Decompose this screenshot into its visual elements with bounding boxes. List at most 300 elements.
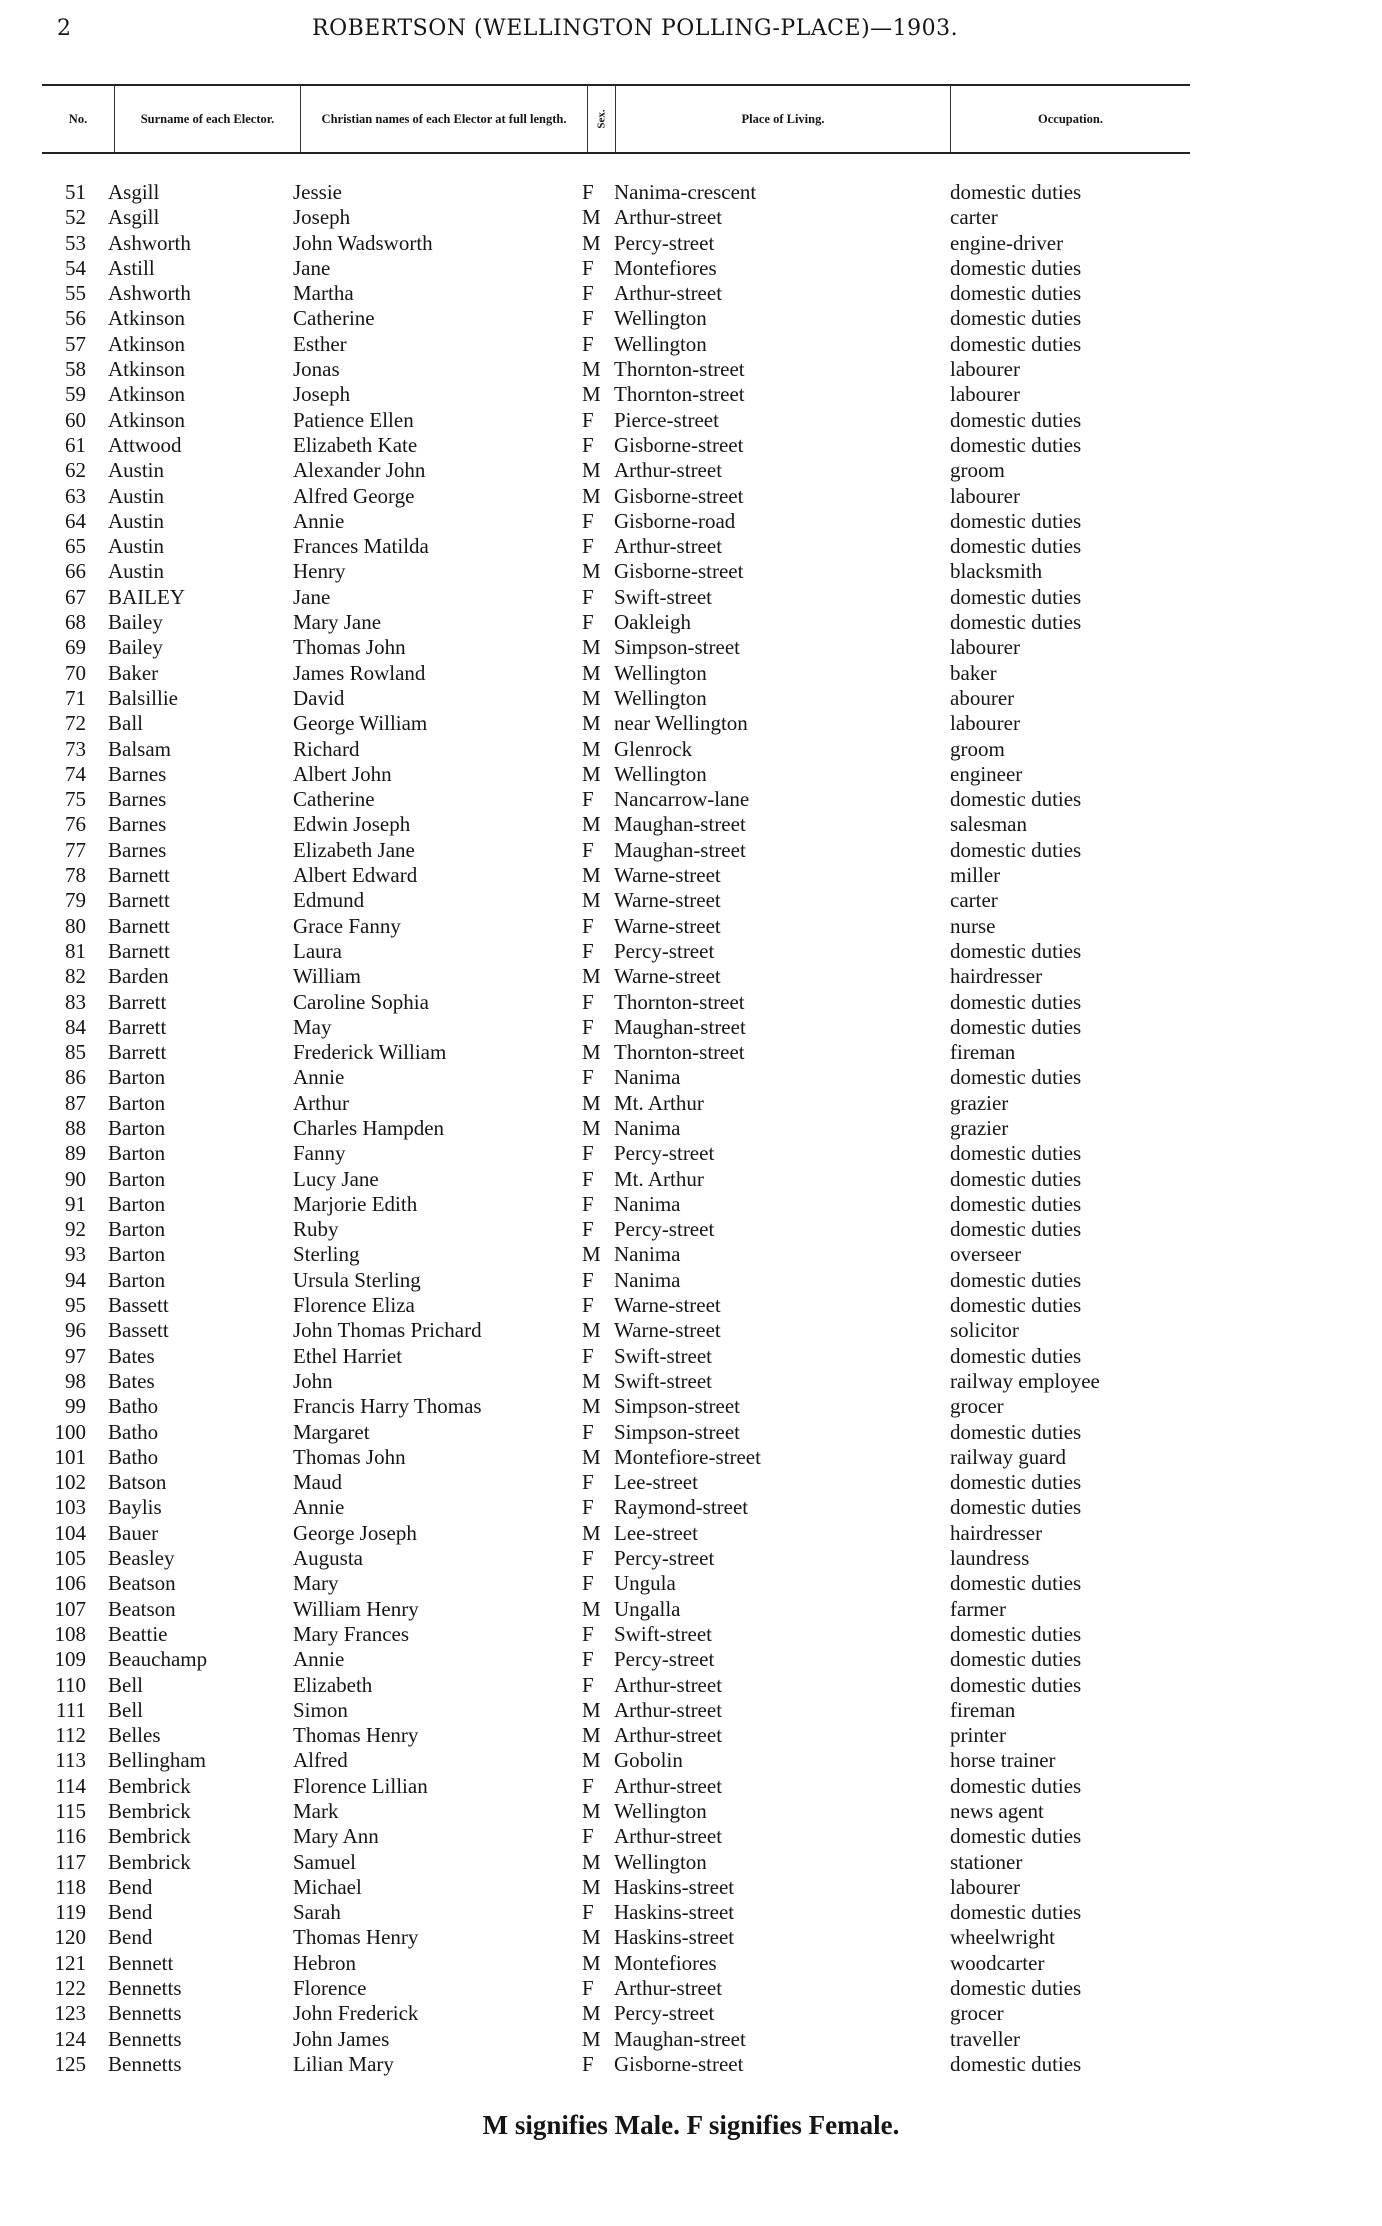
- elector-occupation: domestic duties: [950, 2051, 1082, 2076]
- elector-place: Haskins-street: [614, 1874, 735, 1899]
- elector-occupation: labourer: [950, 1874, 1020, 1899]
- elector-place: Nanima: [614, 1242, 681, 1267]
- elector-row: [0, 1900, 1382, 1925]
- elector-row: [0, 205, 1382, 230]
- elector-surname: Baker: [108, 660, 159, 685]
- elector-sex: M: [582, 635, 601, 660]
- elector-christian-names: Florence Eliza: [293, 1293, 415, 1318]
- elector-occupation: hairdresser: [950, 964, 1043, 989]
- elector-surname: Barrett: [108, 1014, 167, 1039]
- elector-place: Arthur-street: [614, 205, 723, 230]
- elector-row: [0, 1951, 1382, 1976]
- elector-row: [0, 1774, 1382, 1799]
- elector-row: [0, 1673, 1382, 1698]
- elector-christian-names: Annie: [293, 1495, 345, 1520]
- elector-sex: F: [582, 331, 594, 356]
- elector-christian-names: Catherine: [293, 787, 375, 812]
- elector-surname: Bennetts: [108, 1976, 182, 2001]
- elector-row: [0, 534, 1382, 559]
- elector-occupation: news agent: [950, 1799, 1044, 1823]
- elector-place: Percy-street: [614, 1141, 715, 1166]
- elector-christian-names: Alfred George: [293, 483, 415, 508]
- elector-occupation: abourer: [950, 685, 1015, 710]
- elector-surname: Bembrick: [108, 1799, 191, 1823]
- elector-sex: F: [582, 913, 594, 938]
- elector-sex: F: [582, 1976, 594, 2001]
- elector-number: 80: [65, 913, 86, 938]
- elector-place: Swift-street: [614, 1368, 712, 1393]
- elector-occupation: fireman: [950, 1040, 1016, 1065]
- elector-surname: Beatson: [108, 1571, 176, 1596]
- elector-christian-names: Annie: [293, 508, 345, 533]
- elector-christian-names: Ursula Sterling: [293, 1267, 421, 1292]
- elector-christian-names: Grace Fanny: [293, 913, 401, 938]
- elector-row: [0, 787, 1382, 812]
- column-header-christian-names: Christian names of each Elector at full length.: [300, 86, 587, 152]
- elector-surname: Barnes: [108, 761, 167, 786]
- elector-row: [0, 1824, 1382, 1849]
- elector-place: Warne-street: [614, 863, 721, 888]
- elector-sex: M: [582, 711, 601, 736]
- column-header-place: Place of Living.: [615, 86, 950, 152]
- elector-occupation: grazier: [950, 1115, 1009, 1140]
- elector-surname: Batho: [108, 1394, 159, 1419]
- elector-christian-names: Thomas John: [293, 635, 406, 660]
- elector-occupation: domestic duties: [950, 1824, 1082, 1849]
- elector-sex: M: [582, 1950, 601, 1975]
- elector-occupation: traveller: [950, 2026, 1020, 2051]
- elector-surname: Bennetts: [108, 2051, 182, 2076]
- elector-number: 61: [65, 432, 86, 457]
- elector-occupation: domestic duties: [950, 610, 1082, 635]
- elector-surname: Baylis: [108, 1495, 162, 1520]
- elector-christian-names: Thomas John: [293, 1444, 406, 1469]
- elector-place: Ungula: [614, 1571, 676, 1596]
- elector-number: 121: [54, 1950, 86, 1975]
- elector-surname: Bend: [108, 1874, 153, 1899]
- elector-row: [0, 484, 1382, 509]
- elector-occupation: laundress: [950, 1546, 1030, 1571]
- elector-occupation: domestic duties: [950, 1343, 1082, 1368]
- elector-place: Simpson-street: [614, 635, 740, 660]
- elector-row: [0, 231, 1382, 256]
- elector-surname: Ball: [108, 711, 143, 736]
- elector-surname: Beasley: [108, 1546, 175, 1571]
- elector-christian-names: Mark: [293, 1799, 339, 1823]
- elector-place: Wellington: [614, 761, 707, 786]
- elector-sex: F: [582, 432, 594, 457]
- elector-row: [0, 1293, 1382, 1318]
- elector-number: 117: [55, 1849, 86, 1874]
- elector-row: [0, 559, 1382, 584]
- elector-place: Percy-street: [614, 1217, 715, 1242]
- elector-sex: F: [582, 1773, 594, 1798]
- elector-surname: Barnett: [108, 938, 170, 963]
- elector-place: Wellington: [614, 1799, 707, 1823]
- elector-number: 59: [65, 382, 86, 407]
- elector-occupation: domestic duties: [950, 989, 1082, 1014]
- elector-christian-names: Jane: [293, 255, 331, 280]
- elector-christian-names: John James: [293, 2026, 390, 2051]
- elector-row: [0, 2027, 1382, 2052]
- elector-occupation: railway guard: [950, 1444, 1067, 1469]
- elector-surname: Barden: [108, 964, 169, 989]
- elector-sex: F: [582, 1267, 594, 1292]
- elector-christian-names: Laura: [293, 938, 342, 963]
- elector-number: 54: [65, 255, 86, 280]
- elector-place: Gisborne-street: [614, 483, 744, 508]
- elector-number: 101: [54, 1444, 86, 1469]
- elector-sex: F: [582, 1166, 594, 1191]
- elector-occupation: domestic duties: [950, 306, 1082, 331]
- elector-surname: Barton: [108, 1267, 166, 1292]
- elector-number: 86: [65, 1065, 86, 1090]
- elector-surname: Bailey: [108, 610, 163, 635]
- elector-occupation: domestic duties: [950, 837, 1082, 862]
- elector-surname: Bates: [108, 1368, 155, 1393]
- elector-number: 83: [65, 989, 86, 1014]
- elector-christian-names: Thomas Henry: [293, 1925, 419, 1950]
- elector-christian-names: Henry: [293, 559, 346, 584]
- elector-surname: Beauchamp: [108, 1647, 208, 1672]
- elector-christian-names: Simon: [293, 1697, 348, 1722]
- elector-sex: F: [582, 1470, 594, 1495]
- elector-christian-names: James Rowland: [293, 660, 426, 685]
- elector-sex: M: [582, 1596, 601, 1621]
- elector-place: Wellington: [614, 685, 707, 710]
- elector-christian-names: Catherine: [293, 306, 375, 331]
- elector-sex: M: [582, 1242, 601, 1267]
- elector-number: 103: [54, 1495, 86, 1520]
- elector-christian-names: John: [293, 1368, 333, 1393]
- elector-occupation: salesman: [950, 812, 1027, 837]
- elector-sex: F: [582, 989, 594, 1014]
- page-title: ROBERTSON (WELLINGTON POLLING-PLACE)—1903.: [312, 16, 959, 41]
- elector-sex: F: [582, 1141, 594, 1166]
- elector-occupation: domestic duties: [950, 1141, 1082, 1166]
- elector-number: 57: [65, 331, 86, 356]
- elector-surname: Belles: [108, 1723, 161, 1748]
- elector-row: [0, 1141, 1382, 1166]
- elector-christian-names: Elizabeth Jane: [293, 837, 415, 862]
- elector-surname: Barnes: [108, 812, 167, 837]
- elector-sex: F: [582, 1495, 594, 1520]
- elector-sex: M: [582, 685, 601, 710]
- elector-occupation: domestic duties: [950, 1647, 1082, 1672]
- elector-place: Gisborne-street: [614, 432, 744, 457]
- elector-row: [0, 1116, 1382, 1141]
- elector-place: Nanima-crescent: [614, 180, 757, 204]
- elector-surname: Batson: [108, 1470, 167, 1495]
- elector-row: [0, 1394, 1382, 1419]
- elector-row: [0, 1799, 1382, 1824]
- elector-row: [0, 458, 1382, 483]
- elector-number: 113: [55, 1748, 86, 1773]
- elector-christian-names: Florence Lillian: [293, 1773, 428, 1798]
- elector-row: [0, 1217, 1382, 1242]
- elector-occupation: hairdresser: [950, 1520, 1043, 1545]
- elector-row: [0, 812, 1382, 837]
- elector-row: [0, 964, 1382, 989]
- elector-christian-names: David: [293, 685, 345, 710]
- elector-number: 108: [54, 1621, 86, 1646]
- elector-number: 56: [65, 306, 86, 331]
- elector-row: [0, 1318, 1382, 1343]
- elector-occupation: wheelwright: [950, 1925, 1055, 1950]
- elector-number: 65: [65, 534, 86, 559]
- elector-place: Lee-street: [614, 1520, 698, 1545]
- column-header-sex: [587, 86, 615, 152]
- elector-row: [0, 610, 1382, 635]
- elector-occupation: engineer: [950, 761, 1023, 786]
- elector-number: 125: [54, 2051, 86, 2076]
- elector-sex: F: [582, 1293, 594, 1318]
- elector-occupation: domestic duties: [950, 281, 1082, 306]
- elector-surname: Bell: [108, 1697, 143, 1722]
- elector-row: [0, 2052, 1382, 2077]
- elector-number: 87: [65, 1090, 86, 1115]
- elector-occupation: domestic duties: [950, 255, 1082, 280]
- elector-surname: Batho: [108, 1444, 159, 1469]
- elector-surname: Batho: [108, 1419, 159, 1444]
- elector-number: 95: [65, 1293, 86, 1318]
- elector-surname: Bennett: [108, 1950, 174, 1975]
- elector-christian-names: Alexander John: [293, 458, 426, 483]
- elector-surname: Bend: [108, 1900, 153, 1925]
- elector-christian-names: John Frederick: [293, 2001, 419, 2026]
- elector-sex: M: [582, 761, 601, 786]
- elector-christian-names: Frederick William: [293, 1040, 447, 1065]
- elector-sex: F: [582, 1217, 594, 1242]
- elector-place: Mt. Arthur: [614, 1166, 704, 1191]
- elector-place: Arthur-street: [614, 1697, 723, 1722]
- elector-christian-names: Edwin Joseph: [293, 812, 411, 837]
- elector-row: [0, 1091, 1382, 1116]
- elector-place: Thornton-street: [614, 989, 745, 1014]
- elector-number: 110: [55, 1672, 86, 1697]
- elector-number: 79: [65, 888, 86, 913]
- elector-occupation: domestic duties: [950, 180, 1082, 204]
- elector-surname: Asgill: [108, 180, 160, 204]
- elector-sex: F: [582, 281, 594, 306]
- elector-christian-names: Frances Matilda: [293, 534, 429, 559]
- elector-sex: F: [582, 1672, 594, 1697]
- elector-christian-names: Albert John: [293, 761, 392, 786]
- elector-surname: Beatson: [108, 1596, 176, 1621]
- elector-occupation: labourer: [950, 635, 1020, 660]
- elector-row: [0, 914, 1382, 939]
- elector-surname: Austin: [108, 508, 165, 533]
- elector-sex: F: [582, 1343, 594, 1368]
- elector-occupation: domestic duties: [950, 1166, 1082, 1191]
- elector-surname: Atkinson: [108, 331, 186, 356]
- elector-surname: Bembrick: [108, 1824, 191, 1849]
- elector-number: 91: [65, 1191, 86, 1216]
- elector-place: Arthur-street: [614, 281, 723, 306]
- elector-sex: F: [582, 610, 594, 635]
- elector-surname: Ashworth: [108, 281, 191, 306]
- elector-place: near Wellington: [614, 711, 748, 736]
- elector-occupation: labourer: [950, 711, 1020, 736]
- elector-row: [0, 1925, 1382, 1950]
- elector-sex: F: [582, 1014, 594, 1039]
- elector-christian-names: Mary Ann: [293, 1824, 379, 1849]
- elector-christian-names: Mary: [293, 1571, 339, 1596]
- elector-surname: Barrett: [108, 1040, 167, 1065]
- elector-number: 94: [65, 1267, 86, 1292]
- elector-occupation: groom: [950, 736, 1005, 761]
- elector-christian-names: Ruby: [293, 1217, 339, 1242]
- page-number: 2: [57, 16, 71, 41]
- elector-surname: Bassett: [108, 1318, 169, 1343]
- elector-sex: M: [582, 1444, 601, 1469]
- elector-number: 70: [65, 660, 86, 685]
- elector-occupation: domestic duties: [950, 1419, 1082, 1444]
- elector-sex: M: [582, 736, 601, 761]
- elector-row: [0, 711, 1382, 736]
- elector-number: 72: [65, 711, 86, 736]
- elector-number: 75: [65, 787, 86, 812]
- elector-number: 66: [65, 559, 86, 584]
- elector-occupation: fireman: [950, 1697, 1016, 1722]
- elector-number: 81: [65, 938, 86, 963]
- elector-surname: Bennetts: [108, 2001, 182, 2026]
- elector-sex: M: [582, 230, 601, 255]
- elector-occupation: engine-driver: [950, 230, 1064, 255]
- elector-sex: F: [582, 180, 594, 204]
- elector-occupation: farmer: [950, 1596, 1006, 1621]
- elector-place: Thornton-street: [614, 357, 745, 382]
- elector-christian-names: Joseph: [293, 205, 351, 230]
- elector-surname: Barrett: [108, 989, 167, 1014]
- elector-sex: F: [582, 1191, 594, 1216]
- elector-number: 97: [65, 1343, 86, 1368]
- elector-place: Haskins-street: [614, 1925, 735, 1950]
- elector-place: Nanima: [614, 1191, 681, 1216]
- elector-occupation: carter: [950, 888, 998, 913]
- column-header-sex-label: Sex.: [595, 109, 608, 129]
- elector-sex: F: [582, 1065, 594, 1090]
- elector-christian-names: Joseph: [293, 382, 351, 407]
- elector-row: [0, 939, 1382, 964]
- elector-sex: F: [582, 1647, 594, 1672]
- elector-occupation: labourer: [950, 483, 1020, 508]
- elector-sex: M: [582, 205, 601, 230]
- elector-sex: M: [582, 1368, 601, 1393]
- elector-number: 102: [54, 1470, 86, 1495]
- elector-row: [0, 382, 1382, 407]
- elector-place: Glenrock: [614, 736, 693, 761]
- elector-place: Swift-street: [614, 584, 712, 609]
- elector-place: Arthur-street: [614, 534, 723, 559]
- elector-sex: F: [582, 508, 594, 533]
- elector-surname: Barnes: [108, 837, 167, 862]
- elector-place: Nancarrow-lane: [614, 787, 750, 812]
- elector-row: [0, 737, 1382, 762]
- elector-row: [0, 1495, 1382, 1520]
- elector-row: [0, 762, 1382, 787]
- elector-christian-names: Lilian Mary: [293, 2051, 394, 2076]
- elector-row: [0, 1875, 1382, 1900]
- elector-number: 71: [65, 685, 86, 710]
- elector-christian-names: George Joseph: [293, 1520, 417, 1545]
- elector-sex: M: [582, 660, 601, 685]
- elector-place: Thornton-street: [614, 1040, 745, 1065]
- elector-number: 116: [55, 1824, 86, 1849]
- elector-place: Warne-street: [614, 913, 721, 938]
- elector-number: 82: [65, 964, 86, 989]
- elector-number: 124: [54, 2026, 86, 2051]
- elector-number: 122: [54, 1976, 86, 2001]
- elector-occupation: domestic duties: [950, 1191, 1082, 1216]
- elector-place: Percy-street: [614, 1647, 715, 1672]
- elector-surname: Austin: [108, 458, 165, 483]
- elector-row: [0, 332, 1382, 357]
- elector-number: 60: [65, 407, 86, 432]
- elector-row: [0, 1369, 1382, 1394]
- elector-surname: Astill: [108, 255, 155, 280]
- elector-sex: M: [582, 1040, 601, 1065]
- elector-number: 52: [65, 205, 86, 230]
- elector-place: Gisborne-road: [614, 508, 736, 533]
- elector-row: [0, 281, 1382, 306]
- elector-sex: F: [582, 1900, 594, 1925]
- elector-place: Wellington: [614, 331, 707, 356]
- elector-row: [0, 256, 1382, 281]
- elector-place: Maughan-street: [614, 1014, 746, 1039]
- elector-place: Arthur-street: [614, 458, 723, 483]
- elector-place: Raymond-street: [614, 1495, 749, 1520]
- elector-surname: Barton: [108, 1242, 166, 1267]
- elector-sex: F: [582, 787, 594, 812]
- elector-sex: M: [582, 1849, 601, 1874]
- elector-surname: Barnett: [108, 913, 170, 938]
- elector-christian-names: Mary Frances: [293, 1621, 410, 1646]
- elector-christian-names: William Henry: [293, 1596, 419, 1621]
- elector-occupation: domestic duties: [950, 1267, 1082, 1292]
- elector-row: [0, 888, 1382, 913]
- elector-place: Arthur-street: [614, 1672, 723, 1697]
- elector-row: [0, 408, 1382, 433]
- elector-christian-names: Florence: [293, 1976, 367, 2001]
- elector-christian-names: Samuel: [293, 1849, 356, 1874]
- elector-occupation: grocer: [950, 1394, 1004, 1419]
- elector-row: [0, 1065, 1382, 1090]
- elector-row: [0, 1344, 1382, 1369]
- elector-number: 115: [55, 1799, 86, 1823]
- elector-surname: BAILEY: [108, 584, 185, 609]
- elector-sex: M: [582, 483, 601, 508]
- elector-place: Oakleigh: [614, 610, 691, 635]
- elector-occupation: domestic duties: [950, 534, 1082, 559]
- elector-occupation: domestic duties: [950, 1293, 1082, 1318]
- elector-sex: F: [582, 306, 594, 331]
- elector-place: Warne-street: [614, 1318, 721, 1343]
- elector-row: [0, 1040, 1382, 1065]
- elector-sex: F: [582, 2051, 594, 2076]
- elector-place: Lee-street: [614, 1470, 698, 1495]
- elector-number: 98: [65, 1368, 86, 1393]
- elector-christian-names: Hebron: [293, 1950, 356, 1975]
- elector-surname: Atkinson: [108, 382, 186, 407]
- elector-surname: Bell: [108, 1672, 143, 1697]
- elector-row: [0, 509, 1382, 534]
- elector-place: Wellington: [614, 306, 707, 331]
- elector-row: [0, 1748, 1382, 1773]
- elector-number: 55: [65, 281, 86, 306]
- elector-sex: M: [582, 2001, 601, 2026]
- elector-christian-names: Charles Hampden: [293, 1115, 445, 1140]
